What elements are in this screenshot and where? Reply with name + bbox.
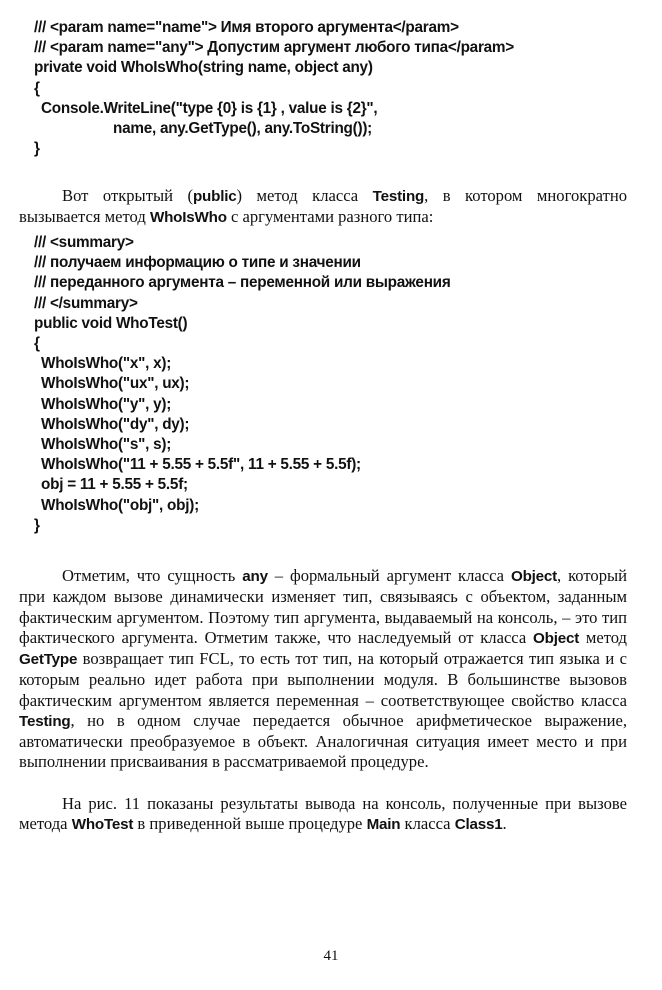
code-line: WhoIsWho("11 + 5.55 + 5.5f", 11 + 5.55 + 5.5f); xyxy=(41,456,361,474)
code-line: { xyxy=(34,79,40,97)
code-line: obj = 11 + 5.55 + 5.5f; xyxy=(41,476,188,494)
paragraph-intro-whotest: Вот открытый (public) метод класса Testing, в котором многократно вызывается метод WhoIsWho с аргументами разного типа: xyxy=(19,186,627,227)
code-line: WhoIsWho("s", s); xyxy=(41,436,172,453)
code-line: } xyxy=(34,516,40,534)
code-line: WhoIsWho("obj", obj); xyxy=(41,496,199,514)
code-line: public void WhoTest() xyxy=(34,314,188,332)
code-line: /// <param name="name"> Имя второго аргумента</param> xyxy=(34,19,459,36)
code-line: WhoIsWho("x", x); xyxy=(41,355,172,373)
code-line: /// <summary> xyxy=(34,234,134,251)
code-line: WhoIsWho("ux", ux); xyxy=(41,375,190,393)
code-line: private void WhoIsWho(string name, object any) xyxy=(34,59,373,77)
code-line: /// получаем информацию о типе и значении xyxy=(34,254,361,272)
code-line: Console.WriteLine("type {0} is {1} , value is {2}", xyxy=(41,99,378,117)
code-line: name, any.GetType(), any.ToString()); xyxy=(113,120,373,137)
page-number: 41 xyxy=(323,948,339,964)
code-line: /// <param name="any"> Допустим аргумент любого типа</param> xyxy=(34,39,514,57)
code-line: /// </summary> xyxy=(34,294,138,312)
paragraph-figure-reference: На рис. 11 показаны результаты вывода на консоль, полученные при вызове метода WhoTest в приведенной выше процедуре Main класса Class1. xyxy=(19,794,627,834)
paragraph-any-explanation: Отметим, что сущность any – формальный аргумент класса Object, который при каждом вызове динамически изменяет тип, связываясь с объектом, заданным фактическим аргументом. Поэтому тип аргумента, выдаваемый на консоль, – это тип фактического аргумента. Отметим также, что наследуемый от класса Object метод GetType возвращает тип FCL, то есть тот тип, на который отражается тип языка и с которым реально идет работа при выполнении модуля. В большинстве вызовов фактическим аргументом является переменная – соответствующее свойство класса Testing, но в одном случае передается обычное арифметическое выражение, автоматически преобразуемое в объект. Аналогичная ситуация имеет место и при выполнении присваивания в рассматриваемой процедуре. xyxy=(19,566,628,772)
code-line: } xyxy=(34,140,40,158)
code-line: { xyxy=(34,335,40,352)
code-line: /// переданного аргумента – переменной или выражения xyxy=(34,274,451,292)
code-line: WhoIsWho("y", y); xyxy=(41,395,172,413)
code-line: WhoIsWho("dy", dy); xyxy=(41,415,190,433)
